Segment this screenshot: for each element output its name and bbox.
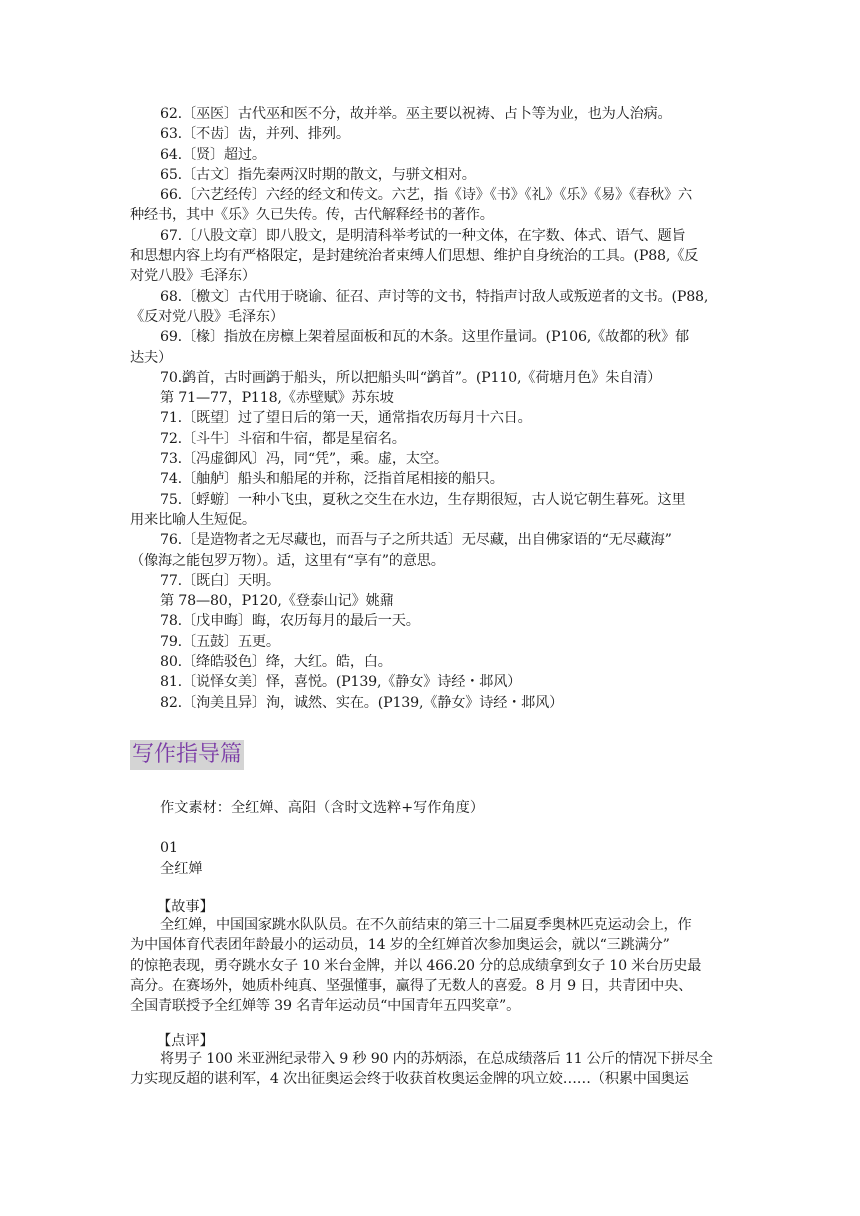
note-line: 74.〔舳舻〕船头和船尾的并称，泛指首尾相接的船只。 <box>160 471 504 488</box>
note-line: 71.〔既望〕过了望日后的第一天，通常指农历每月十六日。 <box>160 410 532 427</box>
note-line: 75.〔蜉蝣〕一种小飞虫，夏秋之交生在水边，生存期很短，古人说它朝生暮死。这里 <box>160 491 686 508</box>
note-line: 66.〔六艺经传〕六经的经文和传文。六艺，指《诗》《书》《礼》《乐》《易》《春秋》六 <box>160 187 692 204</box>
note-line: 72.〔斗牛〕斗宿和牛宿，都是星宿名。 <box>160 430 406 447</box>
note-line: 第 78—80，P120,《登泰山记》姚鼐 <box>160 593 394 610</box>
note-line: 67.〔八股文章〕即八股文，是明清科举考试的一种文体，在字数、体式、语气、题旨 <box>160 227 686 244</box>
material-title: 作文素材：全红婵、高阳（含时文选粹+写作角度） <box>160 800 485 816</box>
note-line: 77.〔既白〕天明。 <box>160 572 280 589</box>
note-line: 82.〔洵美且异〕洵，诚然、实在。(P139,《静女》诗经・邶风） <box>160 694 564 711</box>
note-line: 62.〔巫医〕古代巫和医不分，故并举。巫主要以祝祷、占卜等为业，也为人治病。 <box>160 106 672 122</box>
note-line: 79.〔五鼓〕五更。 <box>160 633 280 650</box>
note-line: 78.〔戊申晦〕晦，农历每月的最后一天。 <box>160 613 420 630</box>
section-heading: 写作指导篇 <box>130 740 244 770</box>
review-line: 将男子 100 米亚洲纪录带入 9 秒 90 内的苏炳添，在总成绩落后 11 公斤的情况下拼尽全 <box>160 1051 713 1067</box>
review-paragraph <box>130 1049 730 1090</box>
review-heading: 【点评】 <box>157 1033 214 1049</box>
note-line: 80.〔绛皓驳色〕绛，大红。皓，白。 <box>160 654 392 671</box>
note-line: 用来比喻人生短促。 <box>130 511 256 528</box>
note-line: 68.〔檄文〕古代用于晓谕、征召、声讨等的文书，特指声讨敌人或叛逆者的文书。(P88, <box>160 288 709 305</box>
story-line: 的惊艳表现，勇夺跳水女子 10 米台金牌，并以 466.20 分的总成绩拿到女子 10 米台历史最 <box>130 957 702 974</box>
story-line: 高分。在赛场外，她质朴纯真、坚强懂事，赢得了无数人的喜爱。8 月 9 日，共青团中央、 <box>130 977 693 994</box>
note-line: （像海之能包罗万物）。适，这里有“享有”的意思。 <box>130 552 445 569</box>
story-line: 为中国体育代表团年龄最小的运动员，14 岁的全红婵首次参加奥运会，就以“三跳满分” <box>130 937 670 954</box>
story-paragraph <box>130 915 730 1016</box>
item-number: 01 <box>160 840 179 856</box>
note-line: 76.〔是造物者之无尽藏也，而吾与子之所共适〕无尽藏，出自佛家语的“无尽藏海” <box>160 532 672 549</box>
story-line: 全国青联授予全红婵等 39 名青年运动员“中国青年五四奖章”。 <box>130 998 521 1015</box>
note-line: 和思想内容上均有严格限定，是封建统治者束缚人们思想、维护自身统治的工具。(P88,《反 <box>130 248 699 265</box>
review-line: 力实现反超的谌利军，4 次出征奥运会终于收获首枚奥运金牌的巩立姣……（积累中国奥运 <box>130 1071 689 1088</box>
note-line: 第 71—77，P118,《赤壁赋》苏东坡 <box>160 390 394 407</box>
note-line: 种经书，其中《乐》久已失传。传，古代解释经书的著作。 <box>130 207 494 224</box>
note-line: 《反对党八股》毛泽东） <box>130 308 284 325</box>
note-line: 73.〔冯虚御风〕冯，同“凭”，乘。虚，太空。 <box>160 451 448 468</box>
note-line: 65.〔古文〕指先秦两汉时期的散文，与骈文相对。 <box>160 166 476 183</box>
note-line: 81.〔说怿女美〕怿，喜悦。(P139,《静女》诗经・邶风） <box>160 674 522 691</box>
note-line: 63.〔不齿〕齿，并列、排列。 <box>160 126 350 143</box>
item-name: 全红婵 <box>160 861 203 877</box>
story-heading: 【故事】 <box>157 899 214 915</box>
note-line: 69.〔椽〕指放在房檩上架着屋面板和瓦的木条。这里作量词。(P106,《故都的秋》郁 <box>160 329 690 346</box>
note-line: 64.〔贤〕超过。 <box>160 146 266 163</box>
note-line: 达夫） <box>130 349 172 366</box>
annotation-notes <box>130 104 730 713</box>
note-line: 对党八股》毛泽东） <box>130 268 256 285</box>
note-line: 70.鹢首，古时画鹢于船头，所以把船头叫“鹢首”。(P110,《荷塘月色》朱自清） <box>160 369 662 386</box>
story-line: 全红婵，中国国家跳水队队员。在不久前结束的第三十二届夏季奥林匹克运动会上，作 <box>160 917 692 933</box>
